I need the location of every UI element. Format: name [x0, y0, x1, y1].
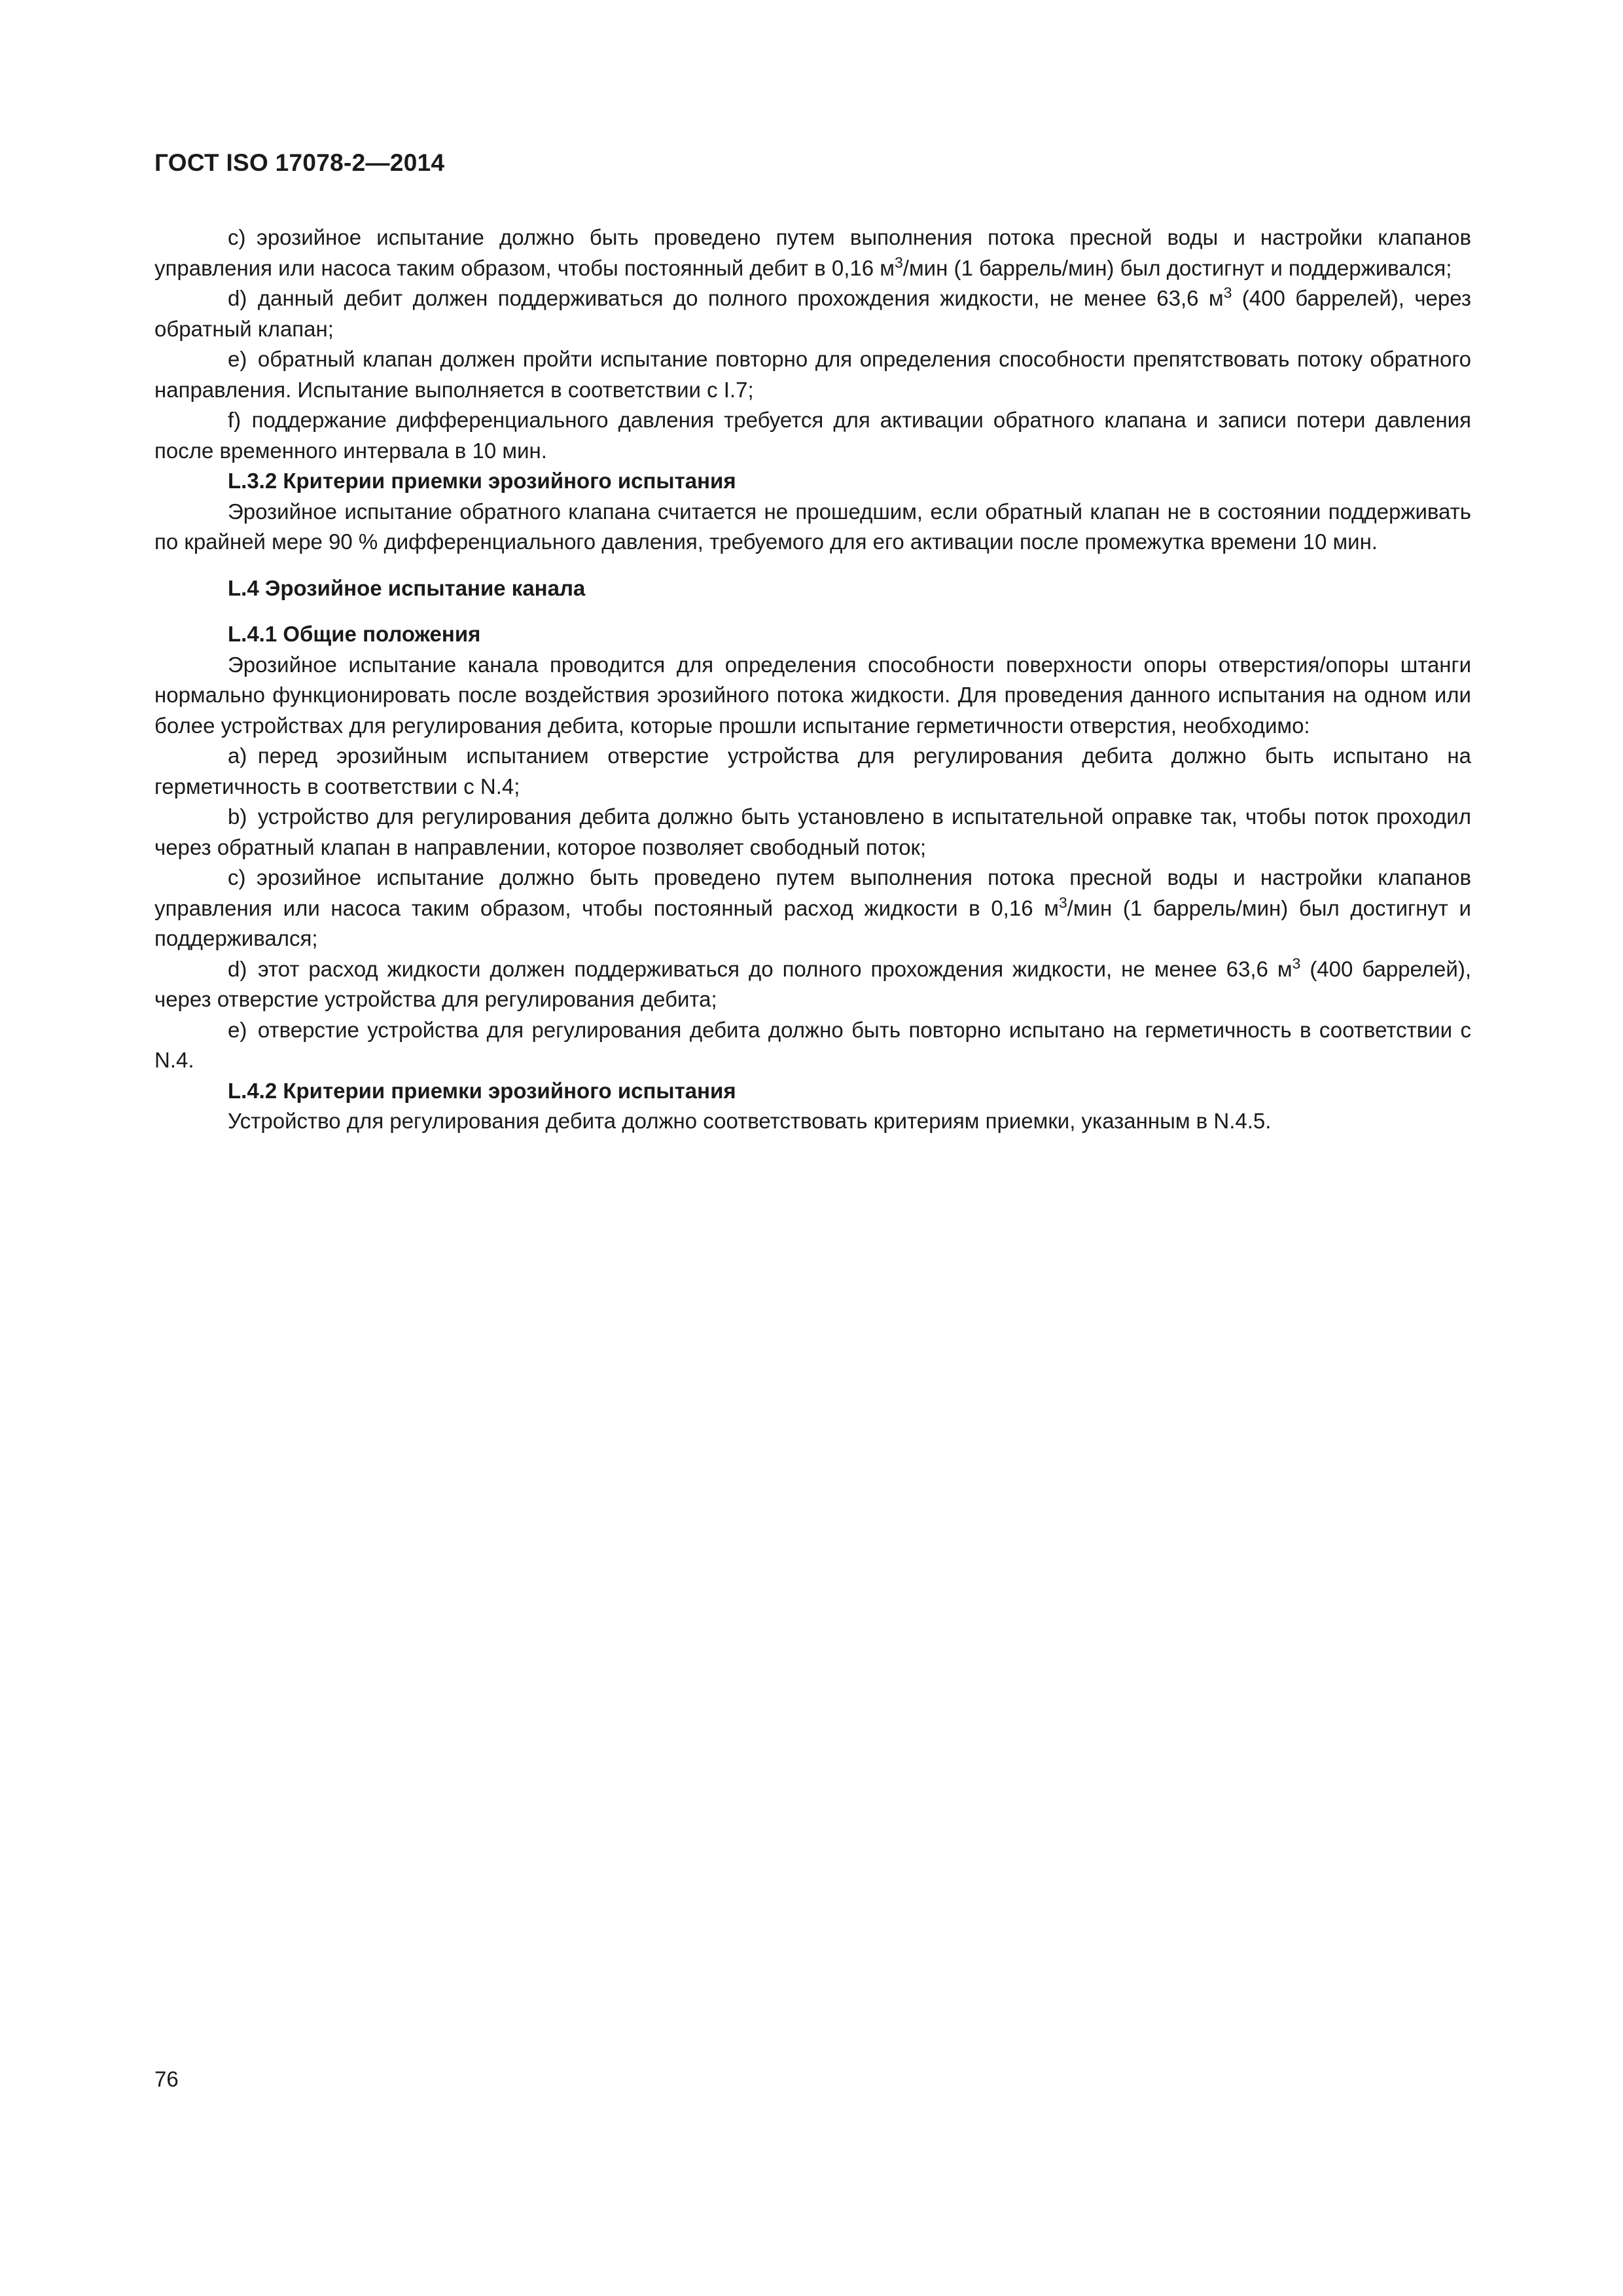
paragraph [154, 863, 1471, 954]
section-heading [154, 466, 1471, 497]
text-run: L.3.2 Критерии приемки эрозийного испытания [228, 469, 736, 493]
paragraph [154, 223, 1471, 283]
paragraph [154, 802, 1471, 863]
text-run: d) этот расход жидкости должен поддерживаться до полного прохождения жидкости, не менее 63,6 м [228, 956, 1293, 981]
text-run: a) перед эрозийным испытанием отверстие устройства для регулирования дебита должно быть испытано на герметичность в соответствии с N.4; [154, 744, 1471, 798]
text-run: d) данный дебит должен поддерживаться до полного прохождения жидкости, не менее 63,6 м [228, 286, 1224, 310]
section-heading [154, 1076, 1471, 1107]
section-heading [154, 619, 1471, 650]
text-run: c) эрозийное испытание должно быть проведено путем выполнения потока пресной воды и настройки клапанов управления или насоса таким образом, чтобы постоянный дебит в 0,16 м [154, 225, 1471, 280]
text-run: L.4.2 Критерии приемки эрозийного испытания [228, 1078, 736, 1103]
paragraph [154, 497, 1471, 558]
superscript: 3 [1292, 954, 1301, 972]
paragraph [154, 1106, 1471, 1137]
superscript: 3 [1058, 893, 1067, 911]
superscript: 3 [1223, 284, 1232, 301]
text-run: /мин (1 баррель/мин) был достигнут и поддерживался; [154, 895, 1471, 950]
text-run: (400 баррелей), через отверстие устройства для регулирования дебита; [154, 956, 1472, 1011]
text-run: L.4.1 Общие положения [228, 622, 481, 646]
paragraph [154, 283, 1471, 344]
text-run: c) эрозийное испытание должно быть проведено путем выполнения потока пресной воды и настройки клапанов управления или насоса таким образом, чтобы постоянный расход жидкости в 0,16 м [154, 865, 1471, 920]
paragraph [154, 344, 1471, 405]
text-run: (400 баррелей), через обратный клапан; [154, 286, 1471, 341]
text-run: /мин (1 баррель/мин) был достигнут и поддерживался; [902, 255, 1452, 280]
paragraph [154, 954, 1471, 1015]
text-run: e) отверстие устройства для регулирования дебита должно быть повторно испытано на герметичность в соответствии с N.4. [154, 1017, 1471, 1072]
paragraph [154, 650, 1471, 742]
text-run: Эрозийное испытание канала проводится для определения способности поверхности опоры отверстия/опоры штанги нормально функционировать после воздействия эрозийного потока жидкости. Для проведения данного испытания на одном или более устройствах для регулирования дебита, которые прошли испытание герметичности отверстия, необходимо: [154, 652, 1471, 738]
text-run: f) поддержание дифференциального давления требуется для активации обратного клапана и записи потери давления после временного интервала в 10 мин. [154, 408, 1471, 463]
document-body [154, 223, 1471, 1137]
paragraph [154, 405, 1471, 466]
text-run: e) обратный клапан должен пройти испытание повторно для определения способности препятствовать потоку обратного направления. Испытание выполняется в соответствии с I.7; [154, 347, 1471, 402]
text-run: b) устройство для регулирования дебита должно быть установлено в испытательной оправке так, чтобы поток проходил через обратный клапан в направлении, которое позволяет свободный поток; [154, 804, 1471, 859]
section-heading [154, 573, 1471, 604]
page-number: 76 [154, 2067, 179, 2091]
text-run: Эрозийное испытание обратного клапана считается не прошедшим, если обратный клапан не в состоянии поддерживать по крайней мере 90 % дифференциального давления, требуемого для его активации после промежутка времени 10 мин. [154, 499, 1471, 554]
text-run: Устройство для регулирования дебита должно соответствовать критериям приемки, указанным в N.4.5. [228, 1109, 1272, 1133]
text-run: L.4 Эрозийное испытание канала [228, 575, 586, 600]
paragraph [154, 741, 1471, 802]
paragraph [154, 1015, 1471, 1076]
superscript: 3 [895, 253, 903, 271]
document-header: ГОСТ ISO 17078-2—2014 [154, 149, 445, 176]
